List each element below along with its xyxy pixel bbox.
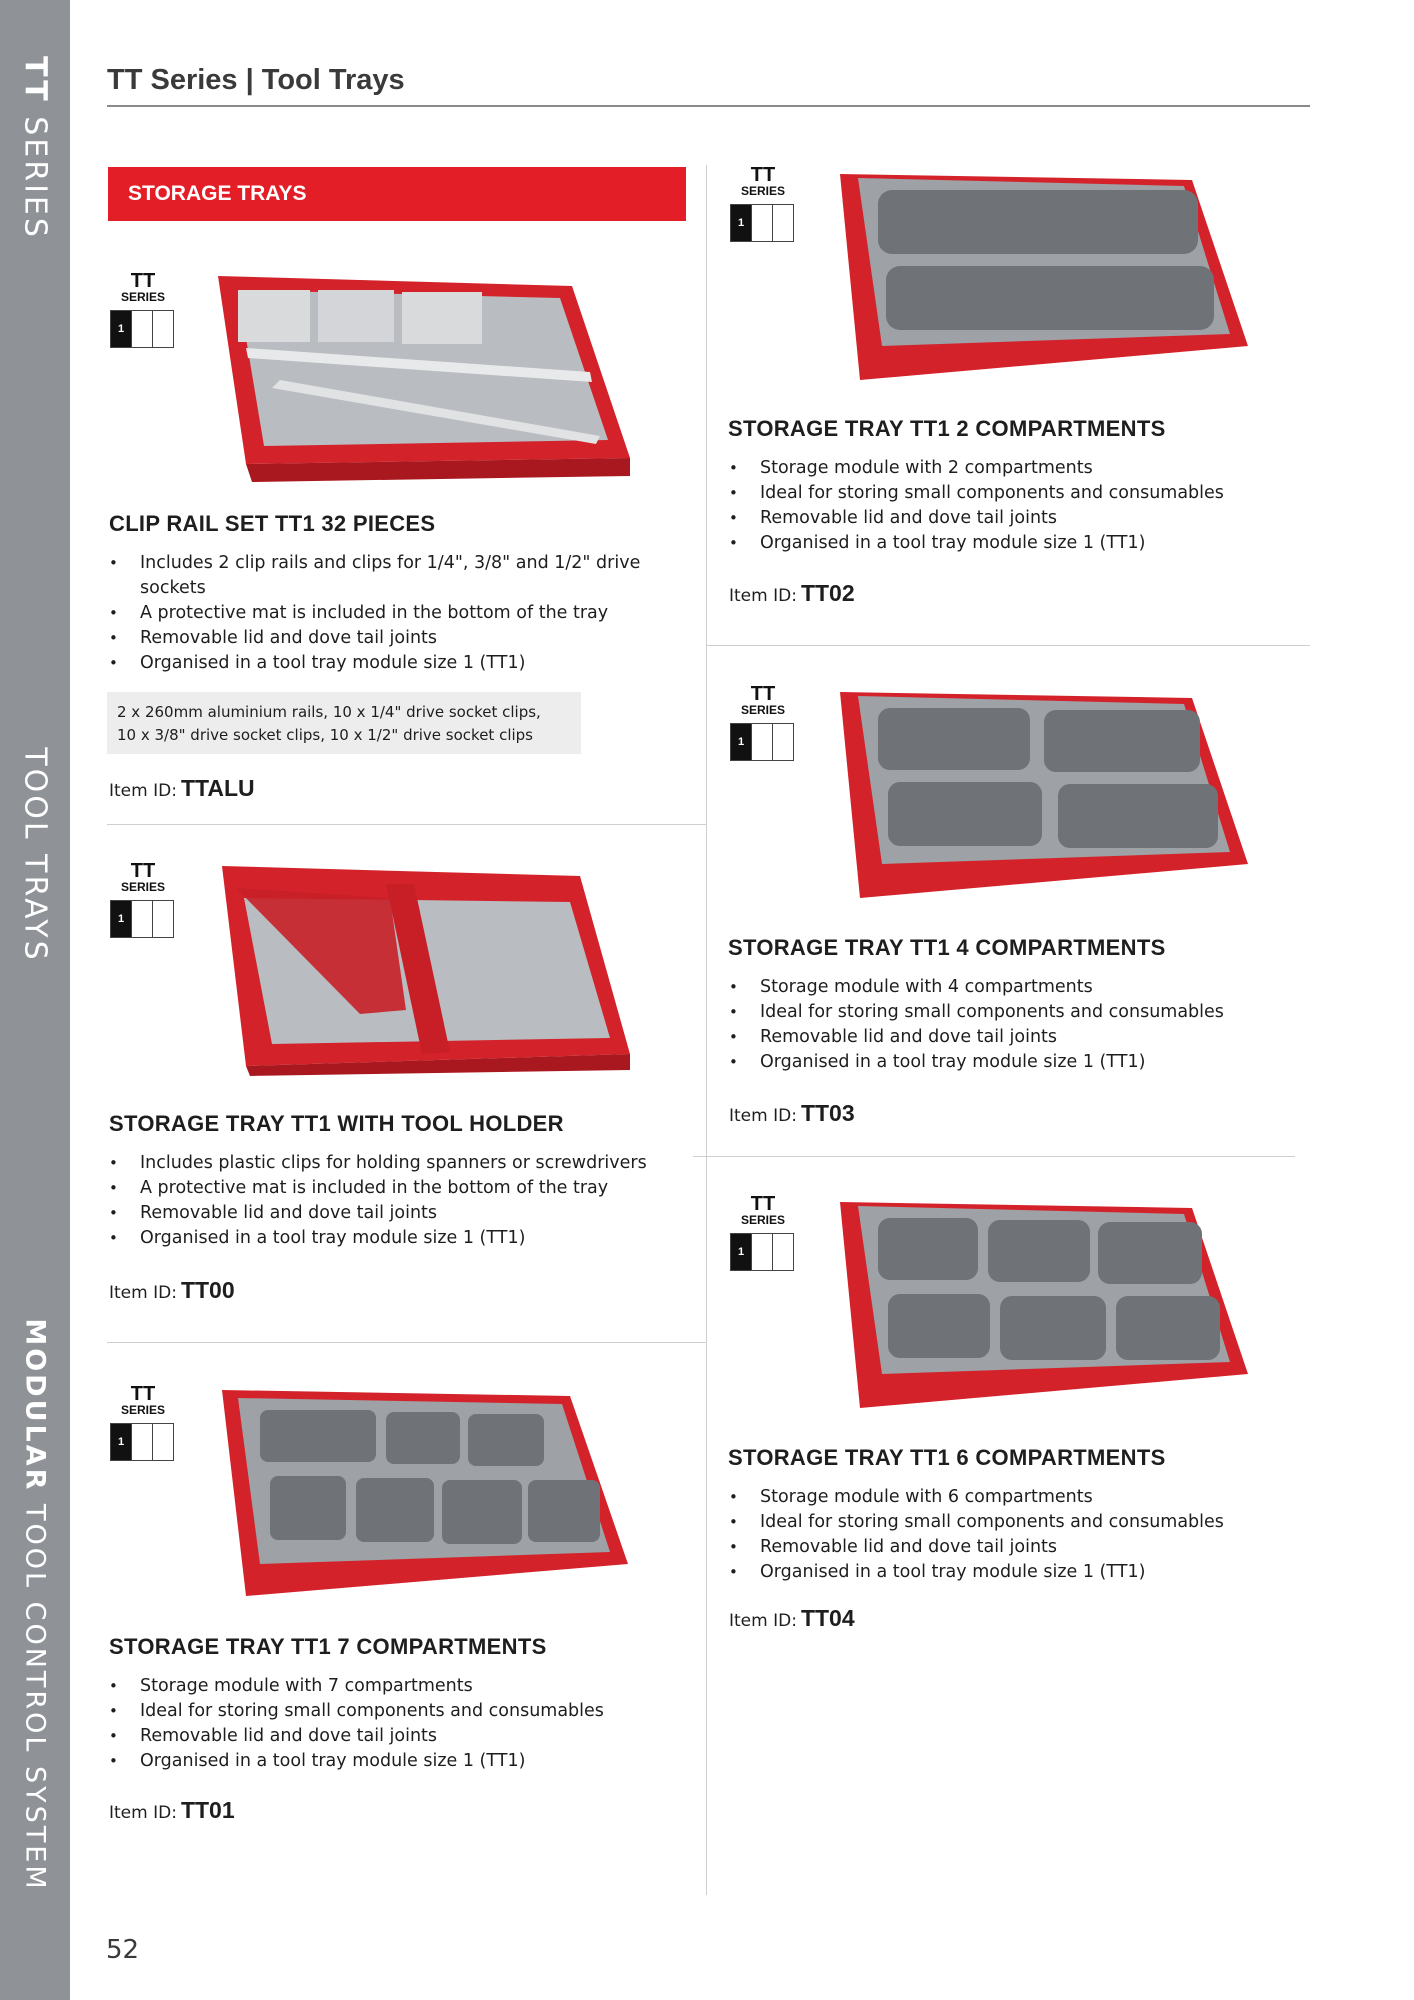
feature-item: • Includes plastic clips for holding spanners or screwdrivers [107,1151,687,1176]
sidebar-tool-trays: TOOL TRAYS [17,747,53,963]
feature-item: • A protective mat is included in the bottom of the tray [107,601,667,626]
row-divider [107,1342,706,1343]
sidebar [0,0,70,2000]
tool-holder-tray-image [210,862,630,1077]
page-title: TT Series | Tool Trays [107,64,405,96]
column-divider [706,165,707,1895]
row-divider [693,1156,1295,1157]
feature-item: • Organised in a tool tray module size 1 (TT1) [727,531,1307,556]
product-features [107,1151,687,1251]
product-title: STORAGE TRAY TT1 2 COMPARTMENTS [728,416,1166,441]
tt-series-badge: TT SERIES 1 [110,1385,176,1461]
page-number: 52 [106,1935,140,1965]
product-title: CLIP RAIL SET TT1 32 PIECES [109,511,436,536]
item-id: Item ID: TTALU [109,775,255,801]
section-banner: STORAGE TRAYS [108,167,686,221]
feature-item: • Storage module with 6 compartments [727,1485,1307,1510]
spec-box: 2 x 260mm aluminium rails, 10 x 1/4" drive socket clips, 10 x 3/8" drive socket clips, 10 x 1/2" drive socket clips [107,692,581,754]
feature-item: • Removable lid and dove tail joints [727,1025,1307,1050]
feature-item: • Ideal for storing small components and consumables [727,481,1307,506]
tt-series-badge: TT SERIES 1 [110,272,176,348]
product-features [727,456,1307,556]
product-title: STORAGE TRAY TT1 4 COMPARTMENTS [728,935,1166,960]
two-compartment-tray-image [830,168,1250,383]
product-features [727,975,1307,1075]
tt-series-badge: TT SERIES 1 [730,685,796,761]
feature-item: • Removable lid and dove tail joints [107,1201,687,1226]
four-compartment-tray-image [830,686,1250,901]
seven-compartment-tray-image [210,1384,630,1596]
sidebar-modular-system: MODULAR TOOL CONTROL SYSTEM [19,1318,51,1892]
row-divider [707,645,1310,646]
feature-item: • A protective mat is included in the bottom of the tray [107,1176,687,1201]
item-id: Item ID: TT00 [109,1277,235,1303]
clip-rail-tray-image [210,268,630,483]
product-features [727,1485,1307,1585]
item-id: Item ID: TT03 [729,1100,855,1126]
six-compartment-tray-image [830,1196,1250,1411]
product-features [107,551,667,676]
product-title: STORAGE TRAY TT1 6 COMPARTMENTS [728,1445,1166,1470]
item-id: Item ID: TT01 [109,1797,235,1823]
tt-series-badge: TT SERIES 1 [730,1195,796,1271]
feature-item: • Organised in a tool tray module size 1 (TT1) [107,1226,687,1251]
feature-item: • Organised in a tool tray module size 1 (TT1) [727,1560,1307,1585]
feature-item: • Storage module with 4 compartments [727,975,1307,1000]
feature-item: • Storage module with 7 compartments [107,1674,687,1699]
feature-item: • Organised in a tool tray module size 1 (TT1) [727,1050,1307,1075]
sidebar-tt-series: TT SERIES [17,56,53,240]
feature-item: • Organised in a tool tray module size 1 (TT1) [107,1749,687,1774]
feature-item: • Removable lid and dove tail joints [727,1535,1307,1560]
title-divider [107,105,1310,107]
product-title: STORAGE TRAY TT1 7 COMPARTMENTS [109,1634,547,1659]
feature-item: • Ideal for storing small components and consumables [727,1510,1307,1535]
feature-item: • Includes 2 clip rails and clips for 1/4", 3/8" and 1/2" drive sockets [107,551,667,601]
feature-item: • Storage module with 2 compartments [727,456,1307,481]
item-id: Item ID: TT02 [729,580,855,606]
tt-series-badge: TT SERIES 1 [110,862,176,938]
row-divider [107,824,706,825]
product-title: STORAGE TRAY TT1 WITH TOOL HOLDER [109,1111,564,1136]
feature-item: • Ideal for storing small components and consumables [107,1699,687,1724]
feature-item: • Ideal for storing small components and consumables [727,1000,1307,1025]
feature-item: • Removable lid and dove tail joints [107,1724,687,1749]
item-id: Item ID: TT04 [729,1605,855,1631]
product-features [107,1674,687,1774]
feature-item: • Removable lid and dove tail joints [727,506,1307,531]
feature-item: • Organised in a tool tray module size 1 (TT1) [107,651,667,676]
tt-series-badge: TT SERIES 1 [730,166,796,242]
feature-item: • Removable lid and dove tail joints [107,626,667,651]
